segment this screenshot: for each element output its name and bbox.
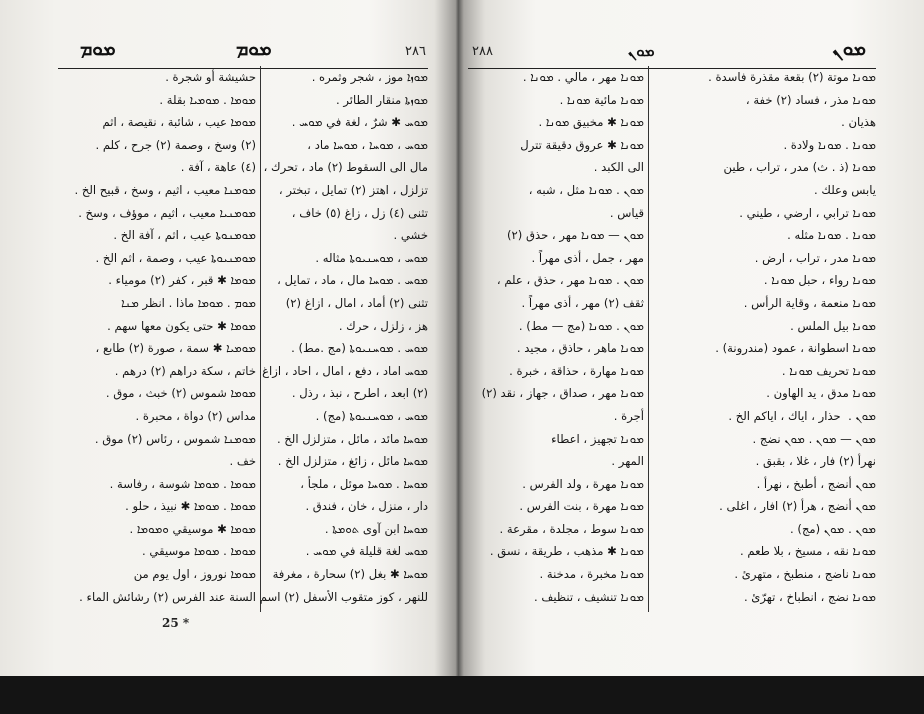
left-page [58,28,428,638]
entry-line: (٢) وسخ ، وصمة (٢) جرح ، كلم . [95,137,256,152]
entry-line: ܡܘܢܐ ماهر ، حاذق ، مجيد . [516,341,644,356]
entry-line: ܡܘܡܢܘܬܐ عيب ، اثم ، آفة الخ . [113,228,256,243]
column-divider [648,66,649,612]
entry-line: ܡܘܚ ، ܡܘܚܢܝܘܬܐ مثاله . [315,250,428,265]
entry-line: ܡܘܡܐ ✱ موسيقي ܘܡܘܡܐ . [129,521,256,536]
entry-line: ܡܘܙܬܐ منقار الطائر . [336,92,428,107]
entry-line: ܡܘܢܐ مهرة ، بنت الفرس . [519,499,644,514]
entry-line: للنهر ، كوز متقوب الأسفل (٢) اسم [259,589,428,604]
entry-line: ܡܘܢܐ رواء ، حبل ܡܘܢܐ . [763,273,876,288]
entry-line: ܡܘܢܐ منعمة ، وقاية الرأس . [743,295,876,310]
entry-line: ܡܘܢܐ تحريف ܡܘܢܐ . [781,363,876,378]
entry-line: ܡܘܡܐ نوروز ، اول يوم من [133,567,256,582]
entry-line: ܡܘܢ . ‌ حذار ، اياك ، اياكم الخ . [728,408,876,423]
entry-line: ثقف (٢) مهر ، أذى مهراً . [521,295,644,310]
entry-line: ܡܘܢ . ܡܘܢ (مج) . [790,521,876,536]
entry-line: يابس وعلك . [814,182,876,197]
entry-line: ܡܘܡܐ ✱ قبر ، كفر (٢) مومياء . [108,273,256,288]
entry-line: ܡܘܢܐ مائية ܡܘܢܐ . [559,92,644,107]
entry-line: (٤) عاهة ، آفة . [180,160,256,175]
entry-line: ܡܘܡܢܐ معيب ، اثيم ، وسخ ، قبيح الخ . [74,182,256,197]
entry-line: ܡܘܢ أنضج ، أطبخ ، نهرأ . [756,476,876,491]
entry-line: السنة عند الفرس (٢) رشائش الماء . [79,589,256,604]
entry-line: ܡܘܢܐ مهر ، صداق ، جهاز ، نقد (٢) [481,386,644,401]
entry-line: ܡܘܚ ، ܡܘܚܐ ، ܡܘܚܐ ماد ، [307,137,428,152]
left-page-header [58,38,428,64]
entry-line: حشيشة أو شجرة . [165,70,256,84]
entry-line: ܡܘܚܐ مائل ، زائغ ، متزلزل الخ . [277,454,428,469]
entry-line: ܡܘܙܐ موز ، شجر وثمره . [311,70,428,84]
entry-line: ܡܘܢܐ ✱ مذهب ، طريقة ، نسق . [489,544,644,559]
entry-line: خشي . [393,228,428,243]
entry-line: ܡܘܡܐ عيب ، شائبة ، نقيصة ، اثم [102,115,256,130]
entry-line: ܡܘܡܐ شموس (٢) خبث ، موق . [105,386,256,401]
entry-line: دار ، منزل ، خان ، فندق . [305,499,428,514]
entry-line: ܡܘܢ . ܡܘܢܐ مثل ، شبه ، [528,182,644,197]
entry-line: تثنى (٢) أماد ، امال ، ازاغ (٢) [285,295,428,310]
entry-line: ܡܘܡܢܝܐ معيب ، اثيم ، موؤف ، وسخ . [78,205,256,220]
entry-line: ܡܘܡܐ . ܡܘܡܐ ✱ نبيذ ، حلو . [125,499,256,514]
scan-bottom-border [0,676,924,714]
entry-line: ܡܘܡܝܐ ✱ سمة ، صورة (٢) طابع ، [95,341,256,356]
entry-line: ܡܘܢܐ تجهيز ، اعطاء [551,431,644,446]
entry-line: ܡܘܢܐ مدر ، تراب ، ارض . [754,250,876,265]
column-divider [260,66,261,612]
entry-line: أجرة . [613,408,644,423]
entry-line: ܡܘܢ — ܡܘܢ . ܡܘܢ نضج . [752,431,876,446]
entry-line: ܡܘܢܐ سوط ، مجلدة ، مقرعة . [499,521,644,536]
entry-line: مهر ، جمل ، أذى مهراً . [531,250,644,265]
entry-line: ܡܘܢܐ مدق ، يد الهاون . [766,386,876,401]
entry-line: ܡܘܚܐ مائد ، مائل ، متزلزل الخ . [276,431,428,446]
entry-line: ܡܘܢܐ نقه ، مسيخ ، بلا طعم . [740,544,876,559]
entry-line: هز ، زلزل ، حرك . [338,318,428,333]
left-header-left-word: ܡܘܡ [80,38,116,60]
right-page-right-column [652,66,876,608]
entry-line: ܡܘܚ . ܡܘܚܢܝܘܬܐ (مج .مط) . [291,341,428,356]
entry-line: ܡܘܢ . ܡܘܢܐ مهر ، حذق ، علم ، [496,273,644,288]
entry-line: ܡܘܢܐ . ܡܘܢܐ ولادة . [783,137,876,152]
right-page [468,28,876,638]
entry-line: ܡܘܡܢܐ شموس ، رئاس (٢) موق . [94,431,256,446]
entry-line: الى الكبد . [593,160,644,175]
entry-line: ܡܘܢ . ܡܘܢܐ (مج — مط) . [518,318,644,333]
entry-line: ܡܘܢܐ مهر ، مالي . ܡܘܢܐ . [522,70,644,84]
entry-line: ܡܘܢܐ موتة (٢) بقعة مقذرة فاسدة . [708,70,876,84]
right-header-center-word: ܡܘܢ [628,42,655,60]
entry-line: ܡܘܢܐ مهارة ، حذاقة ، خبرة . [509,363,644,378]
entry-line: ܡܘܢܐ اسطوانة ، عمود (مندرونة) . [715,341,876,356]
entry-line: ܡܘܢܐ نضج ، انطباخ ، تهرّئ . [743,589,876,604]
entry-line: تزلزل ، اهتز (٢) تمايل ، تبختر ، [278,182,428,197]
entry-line: ܡܘܢ — ܡܘܢܐ مهر ، حذق (٢) [507,228,644,243]
entry-line: هذيان . [841,115,876,130]
entry-line: ܡܘܢܐ تنشيف ، تنظيف . [534,589,644,604]
entry-line: ܡܘܢܐ مخبرة ، مدخنة . [539,567,644,582]
entry-line: ܡܘܢ أنضج ، هرأ (٢) افار ، اغلى . [719,499,876,514]
entry-line: مداس (٢) دواة ، محبرة . [135,408,256,423]
entry-line: ܡܘܡ . ܡܘܡܐ ماذا . انظر ܡܢܐ [121,295,256,310]
entry-line: نهرأ (٢) فار ، غلا ، بقبق . [755,454,876,469]
left-page-number: ٢٨٦ [405,44,426,59]
entry-line: ܡܘܚܐ ابن آوى ܬܘܡܬܐ . [324,521,428,536]
entry-line: ܡܘܢܐ (ذ . ث) مدر ، تراب ، طين [723,160,876,175]
entry-line: ܡܘܡܐ . ܡܘܡܝܐ بقلة . [159,92,256,107]
entry-line: مال الى السقوط (٢) ماد ، تحرك ، [263,160,428,175]
entry-line: ܡܘܢܐ ترابي ، ارضي ، طيني . [739,205,876,220]
entry-line: قياس . [609,205,644,220]
entry-line: ܡܘܚܐ ✱ بغل (٢) سحارة ، مغرفة [272,567,428,582]
right-page-header [468,38,876,64]
left-header-center-word: ܡܘܡ [236,38,272,60]
left-page-left-column [58,66,256,608]
entry-line: ܡܘܡܢܝܘܬܐ عيب ، وصمة ، اثم الخ . [95,250,256,265]
entry-line: ܡܘܢܐ . ܡܘܢܐ مثله . [787,228,876,243]
entry-line: ܡܘܢܐ ✱ مخبيق ܡܘܢܐ . [538,115,644,130]
entry-line: ܡܘܢܐ ✱ عروق دقيقة تترل [520,137,644,152]
entry-line: ܡܘܢܐ مهرة ، ولد الفرس . [522,476,644,491]
entry-line: ܡܘܚܐ . ܡܘܚܐ موئل ، ملجأ ، [300,476,428,491]
entry-line: ܡܘܚ . ܡܘܚܐ مال ، ماد ، تمايل ، [277,273,428,288]
entry-line: ܡܘܡܐ ✱ حتى يكون معها سهم . [107,318,256,333]
signature-mark: 25 * [162,616,190,630]
entry-line: ܡܘܚ ✱ شرٌ ، لغة في ܡܘܚ . [291,115,428,130]
entry-line: ܡܘܚ اماد ، دفع ، امال ، احاد ، ازاغ [262,363,428,378]
entry-line: ܡܘܚ ، ܡܘܚܢܝܘܬܐ (مج) . [315,408,428,423]
right-page-left-column [468,66,644,608]
entry-line: ܡܘܡܐ . ܡܘܡܐ موسيقي . [142,544,256,559]
right-page-number: ٢٨٨ [472,44,493,59]
entry-line: ܡܘܡܐ . ܡܘܡܐ شوسة ، رفاسة . [109,476,256,491]
entry-line: ܡܘܚ لغة قليلة في ܡܘܚ . [305,544,428,559]
entry-line: ܡܘܢܐ مذر ، فساد (٢) خفة ، [745,92,876,107]
entry-line: ܡܘܢܐ بيل الملس . [790,318,876,333]
entry-line: خاتم ، سكة دراهم (٢) درهم . [114,363,256,378]
right-header-right-word: ܡܘܢ [832,38,866,60]
entry-line: (٢) ابعد ، اطرح ، نبذ ، رذل . [291,386,428,401]
left-page-right-column [259,66,428,608]
entry-line: تثنى (٤) زل ، زاغ (٥) خاف ، [291,205,428,220]
entry-line: ܡܘܢܐ ناضج ، منطبخ ، متهرئ . [734,567,876,582]
entry-line: خف . [229,454,256,469]
entry-line: المهر . [611,454,644,469]
